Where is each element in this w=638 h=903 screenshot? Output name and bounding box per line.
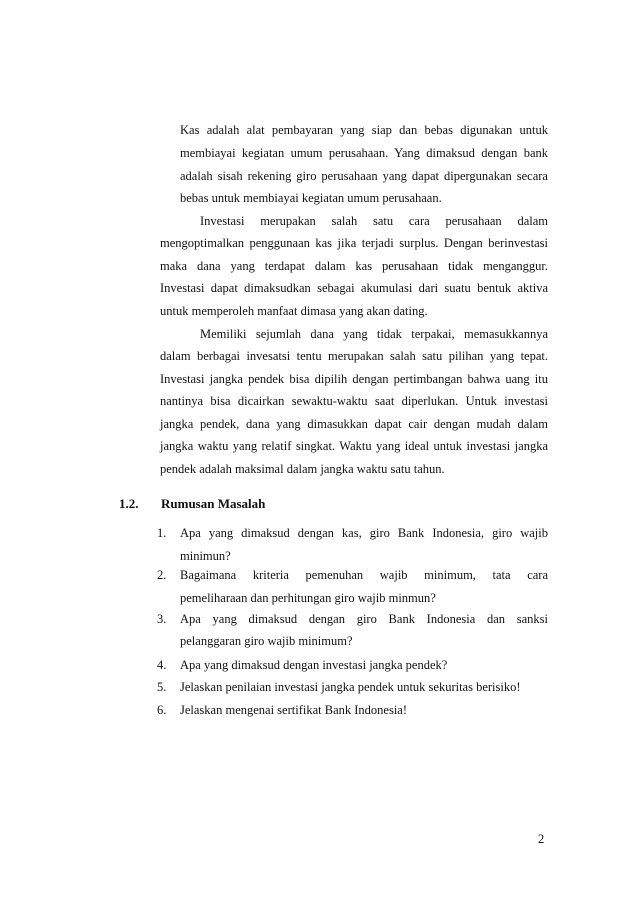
paragraph-line: jangka waktu yang relatif singkat. Waktu yang ideal untuk investasi jangka xyxy=(160,439,548,453)
list-item-text: pemeliharaan dan perhitungan giro wajib minmun? xyxy=(180,591,436,605)
list-item-number: 1. xyxy=(157,526,167,540)
list-item-number: 6. xyxy=(157,703,167,717)
paragraph-line: Investasi dapat dimaksudkan sebagai akumulasi dari suatu bentuk aktiva xyxy=(160,281,548,295)
paragraph-line: dalam berbagai invesatsi tentu merupakan salah satu pilihan yang tepat. xyxy=(160,349,548,363)
paragraph-line: adalah sisah rekening giro perusahaan yang dapat dipergunakan secara xyxy=(180,169,548,183)
list-item-number: 2. xyxy=(157,568,167,582)
paragraph-line: membiayai kegiatan umum perusahaan. Yang dimaksud dengan bank xyxy=(180,146,548,160)
paragraph-line: mengoptimalkan penggunaan kas jika terjadi surplus. Dengan berinvestasi xyxy=(160,236,548,250)
list-item-text: minimun? xyxy=(180,549,231,563)
section-number: 1.2. xyxy=(119,496,139,511)
paragraph-line: nantinya bisa dicairkan sewaktu-waktu saat diperlukan. Untuk investasi xyxy=(160,394,548,408)
paragraph-line: jangka pendek, dana yang dimasukkan dapat cair dengan mudah dalam xyxy=(160,417,548,431)
list-item-text: Bagaimana kriteria pemenuhan wajib minimum, tata cara xyxy=(180,568,548,582)
paragraph-line: Memiliki sejumlah dana yang tidak terpakai, memasukkannya xyxy=(200,327,548,341)
list-item-number: 5. xyxy=(157,680,167,694)
paragraph-line: Investasi merupakan salah satu cara perusahaan dalam xyxy=(200,214,548,228)
list-item-number: 4. xyxy=(157,658,167,672)
page-number: 2 xyxy=(538,832,545,846)
paragraph-line: Kas adalah alat pembayaran yang siap dan bebas digunakan untuk xyxy=(180,123,548,137)
paragraph-line: Investasi jangka pendek bisa dipilih dengan pertimbangan bahwa uang itu xyxy=(160,372,548,386)
paragraph-line: maka dana yang terdapat dalam kas perusahaan tidak menganggur. xyxy=(160,259,548,273)
list-item-number: 3. xyxy=(157,612,167,626)
list-item-text: Apa yang dimaksud dengan giro Bank Indonesia dan sanksi xyxy=(180,612,548,626)
paragraph-line: bebas untuk membiayai kegiatan umum perusahaan. xyxy=(180,191,442,205)
paragraph-line: pendek adalah maksimal dalam jangka waktu satu tahun. xyxy=(160,462,445,476)
paragraph-line: untuk memperoleh manfaat dimasa yang akan dating. xyxy=(160,304,428,318)
list-item-text: Jelaskan penilaian investasi jangka pendek untuk sekuritas berisiko! xyxy=(180,680,521,694)
list-item-text: Jelaskan mengenai sertifikat Bank Indonesia! xyxy=(180,703,408,717)
list-item-text: Apa yang dimaksud dengan investasi jangka pendek? xyxy=(180,658,448,672)
section-title: Rumusan Masalah xyxy=(161,496,266,511)
list-item-text: pelanggaran giro wajib minimum? xyxy=(180,634,353,648)
list-item-text: Apa yang dimaksud dengan kas, giro Bank Indonesia, giro wajib xyxy=(180,526,548,540)
